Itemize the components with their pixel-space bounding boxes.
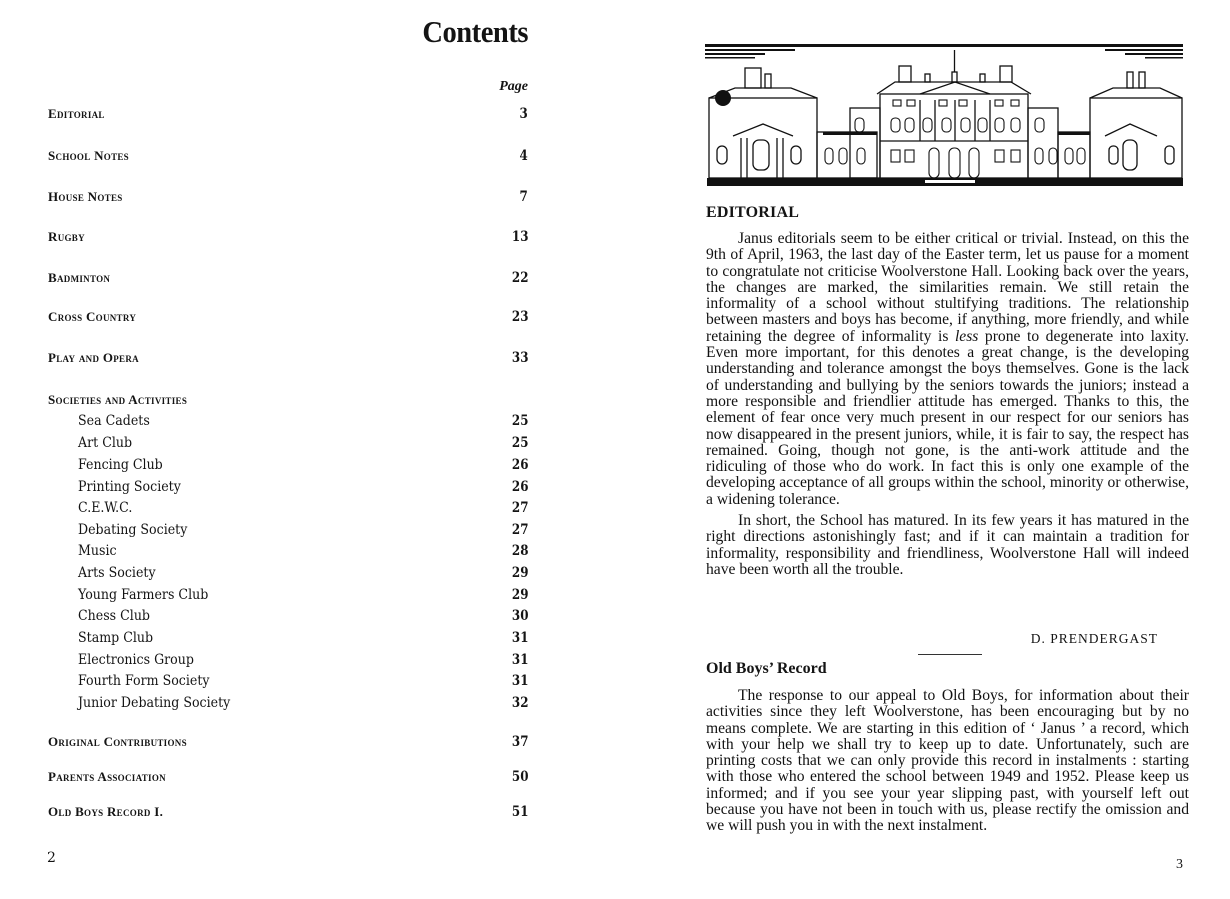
toc-entry-page: 3 bbox=[519, 106, 528, 122]
toc-subentry-title: Art Club bbox=[78, 435, 133, 451]
toc-entry-title: Societies and Activities bbox=[48, 392, 188, 407]
toc-subentry-title: Electronics Group bbox=[78, 652, 194, 668]
section-divider bbox=[918, 654, 982, 655]
toc-subentry bbox=[78, 435, 528, 451]
toc-subentry-page: 27 bbox=[511, 500, 528, 516]
toc-entry-cross-country bbox=[48, 309, 528, 325]
toc-entry-editorial bbox=[48, 106, 528, 122]
italic-text-run: less bbox=[954, 327, 979, 345]
toc-subentry bbox=[78, 522, 528, 538]
editorial-signature: D. PRENDERGAST bbox=[1030, 631, 1158, 646]
toc-subentry-title: Stamp Club bbox=[78, 630, 154, 646]
toc-entry-old-boys-record bbox=[48, 804, 528, 820]
toc-subentry-title: Arts Society bbox=[78, 565, 156, 581]
toc-subentry bbox=[78, 587, 528, 603]
toc-entry-title: Parents Association bbox=[48, 769, 166, 784]
toc-subentry-title: Fencing Club bbox=[78, 457, 163, 473]
toc-entry-page: 22 bbox=[511, 270, 528, 286]
toc-entry-page: 50 bbox=[511, 769, 528, 785]
toc-entry-title: Old Boys Record I. bbox=[48, 804, 164, 819]
toc-entry-page: 51 bbox=[511, 804, 528, 820]
toc-subentry-title: Printing Society bbox=[78, 479, 181, 495]
toc-entry-original-contributions bbox=[48, 734, 528, 750]
toc-subentry-page: 31 bbox=[511, 630, 528, 646]
text-run: prone to degenerate into laxity. Even more important, for this denotes a great change, is the developing understanding and tolerance amongst the boys themselves. Gone is the lack of understanding and bullying by the seniors towards the juniors; instead a more responsible and friendlier attitude has emerged. Thanks to this, the element of fear once very much present in our respect for our seniors has now disappeared in the present juniors, while, it is fair to say, the respect has remained. Going, though not gone, is the anti-work attitude and the ridiculing of those who do work. In fact this is only one example of the developing acceptance of all groups within the school, minority or otherwise, a widening tolerance. bbox=[706, 327, 1189, 508]
toc-subentry-page: 29 bbox=[511, 565, 528, 581]
toc-entry-house-notes bbox=[48, 189, 528, 205]
toc-entry-societies-and-activities bbox=[48, 392, 528, 408]
page-title: Contents bbox=[422, 14, 528, 49]
toc-entry-title: Original Contributions bbox=[48, 734, 187, 749]
toc-subentry bbox=[78, 479, 528, 495]
toc-subentry bbox=[78, 652, 528, 668]
old-boys-record-paragraph: The response to our appeal to Old Boys, for information about their activities since they left Woolverstone, has been encouraging but by no means complete. We are starting in this edition of ‘ Janus ’ a record, which with your help we shall try to keep up to date. Unfortunately, such are printing costs that we can only provide this record in instalments : starting with those who entered the school between 1949 and 1952. Please keep us informed; and if you see your year slipping past, with yourself left out because you have not been in touch with us, please rectify the omission and we will push you in with the next instalment. bbox=[706, 687, 1189, 835]
text-run: Janus editorials seem to be either critical or trivial. Instead, on this the 9th of April, 1963, the last day of the Easter term, let us pause for a moment to congratulate not criticise Woolverstone Hall. Looking back over the years, the changes are marked, the similarities remain. We still retain the informality of a school without stultifying traditions. The relationship between masters and boys has become, if anything, more friendly, and while retaining the degree of informality is bbox=[706, 230, 1189, 345]
editorial-paragraph-1 bbox=[706, 231, 1189, 508]
page-number: 2 bbox=[47, 850, 56, 866]
toc-entry-rugby bbox=[48, 229, 528, 245]
toc-subentry bbox=[78, 500, 528, 516]
toc-subentry bbox=[78, 630, 528, 646]
toc-entry-page: 7 bbox=[519, 189, 528, 205]
toc-subentry bbox=[78, 608, 528, 624]
toc-entry-page: 23 bbox=[511, 309, 528, 325]
editorial-heading: EDITORIAL bbox=[706, 204, 800, 221]
toc-entry-title: House Notes bbox=[48, 189, 123, 204]
toc-subentry-title: Young Farmers Club bbox=[78, 587, 209, 603]
toc-entry-school-notes bbox=[48, 148, 528, 164]
toc-entry-page: 37 bbox=[511, 734, 528, 750]
toc-subentry-page: 31 bbox=[511, 652, 528, 668]
toc-entry-parents-association bbox=[48, 769, 528, 785]
toc-subentry-title: Music bbox=[78, 543, 117, 559]
toc-subentry bbox=[78, 695, 528, 711]
toc-subentry-title: Debating Society bbox=[78, 522, 188, 538]
toc-subentry bbox=[78, 543, 528, 559]
toc-subentry-page: 26 bbox=[511, 479, 528, 495]
toc-subentry-page: 27 bbox=[511, 522, 528, 538]
toc-entry-title: Rugby bbox=[48, 229, 85, 244]
toc-subentry bbox=[78, 413, 528, 429]
editorial-paragraph-2: In short, the School has matured. In its few years it has matured in the right directions astonishingly fast; and if it can maintain a tradition for informality, responsibility and friendliness, Woolverstone Hall will indeed have been worth all the trouble. bbox=[706, 512, 1189, 578]
editorial-body bbox=[706, 231, 1189, 578]
toc-subentry-page: 25 bbox=[511, 435, 528, 451]
toc-subentry bbox=[78, 673, 528, 689]
toc-subentry-page: 28 bbox=[511, 543, 528, 559]
toc-entry-badminton bbox=[48, 270, 528, 286]
toc-entry-page: 33 bbox=[511, 350, 528, 366]
toc-entry-title: Cross Country bbox=[48, 309, 137, 324]
toc-entry-title: Editorial bbox=[48, 106, 105, 121]
toc-entry-page: 4 bbox=[519, 148, 528, 164]
toc-entry-page: 13 bbox=[511, 229, 528, 245]
toc-subentry-title: Fourth Form Society bbox=[78, 673, 210, 689]
toc-subentry-title: Junior Debating Society bbox=[78, 695, 231, 711]
toc-entry-play-and-opera bbox=[48, 350, 528, 366]
toc-entry-title: School Notes bbox=[48, 148, 129, 163]
toc-subentry-title: Chess Club bbox=[78, 608, 151, 624]
toc-subentry-title: Sea Cadets bbox=[78, 413, 150, 429]
toc-entry-title: Badminton bbox=[48, 270, 111, 285]
page-column-label: Page bbox=[499, 79, 528, 94]
toc-subentry-page: 30 bbox=[511, 608, 528, 624]
toc-subentry-page: 32 bbox=[511, 695, 528, 711]
toc-subentry-page: 26 bbox=[511, 457, 528, 473]
toc-subentry-page: 29 bbox=[511, 587, 528, 603]
toc-subentry-title: C.E.W.C. bbox=[78, 500, 133, 516]
old-boys-record-heading: Old Boys’ Record bbox=[706, 660, 827, 677]
toc-subentry bbox=[78, 457, 528, 473]
page-number: 3 bbox=[1176, 857, 1183, 872]
toc-subentry-page: 25 bbox=[511, 413, 528, 429]
toc-entry-title: Play and Opera bbox=[48, 350, 139, 365]
toc-subentry-page: 31 bbox=[511, 673, 528, 689]
editorial-page bbox=[615, 0, 1230, 899]
old-boys-record-body bbox=[706, 688, 1189, 835]
woolverstone-hall-engraving-icon bbox=[705, 36, 1200, 190]
toc-subentry bbox=[78, 565, 528, 581]
